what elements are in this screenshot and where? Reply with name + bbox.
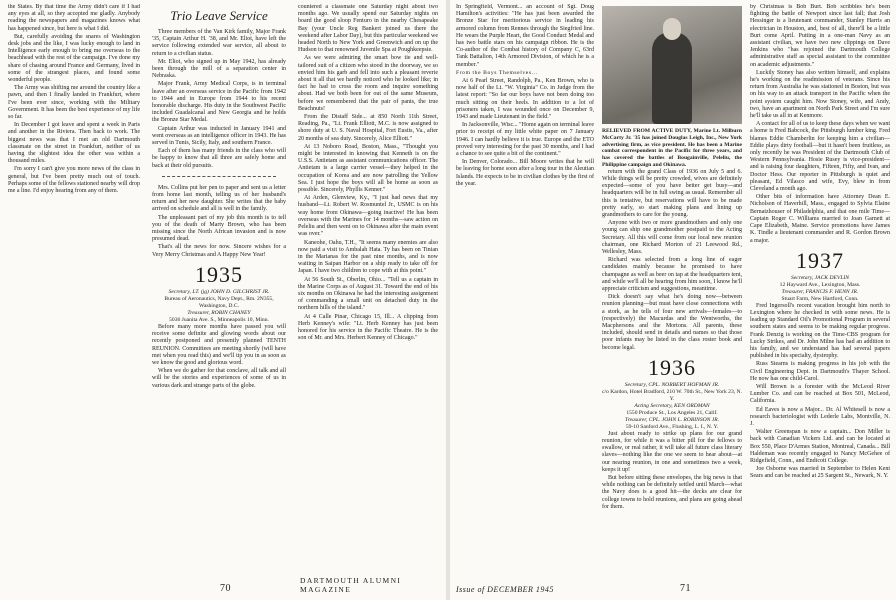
right-column-1	[456, 4, 594, 574]
left-page-number	[220, 583, 231, 594]
section-label: From the Boys Themselves...	[456, 69, 538, 76]
paragraph: At 6 Pearl Street, Randolph, Pa., Ken Brown, who is now half of the Lt. "W. Virginia" Co. in Judge from the latest report: "So far our boys have not been doing too much sitting on their heels. In addition to a lot of prisoners taken, I was wounded once on December 9, 1943 and made Lieutenant in the field."	[456, 78, 594, 121]
paragraph: A contact for all of us to keep these days when we want a home is Fred Babcock, the Pittsburgh lumber king. Fred blames Eddie Chamberlin for keeping him a civilian—Eddie plays dirty football—but it hasn't been fruitless, as only recently he was President of the Dartmouth Club of Western Pennsylvania. Hosie Rusey is vice-president—and is raising four daughters, Fifteen, Fifty, and Ivan, and Doctor Hess. Our reporter in Pittsburgh is quiet and pleasant, Ed Vilasco and wife, Evy, blew in from Cleveland a month ago.	[750, 121, 890, 193]
class-treasurer-address: 59-10 Sanford Ave., Flushing, L. I., N. Y.	[625, 423, 719, 430]
paragraph: Major Frank, Army Medical Corps, is in terminal leave after an overseas service in the Pacific from 1942 to 1944 and in Europe from 1944 to his recent honorable discharge. His duty in the Southwest Pacific included Guadalcanal and New Georgia and he holds the Bronze Star Medal.	[152, 81, 286, 124]
paragraph: When we do gather for that conclave, all talk and all will be the stories and experiences of some of us in various dark and strange parts of the globe.	[152, 368, 286, 389]
right-column-3	[750, 4, 890, 574]
paragraph: The unpleasant part of my job this month is to tell you of the death of Marty Brown, who has been missing since the North African invasion and is now presumed dead.	[152, 214, 286, 243]
paragraph: Richard was selected from a long line of eager candidates mainly because he promised to have champagne as well as beer on tap at the headquarters tent, and while we'll all be hearing from him soon, I know he'll appreciate criticism and suggestions, meantime.	[602, 257, 742, 293]
paragraph: In Denver, Colorado... Bill Moore writes that he will be leaving for home soon after a long tour in the Aleutian Islands. He expects to be in civilian clothes by the first of the year.	[456, 159, 594, 187]
paragraph: But, carefully avoiding the snares of Washington desk jobs and the like, I was lucky enough to land in Intelligence early enough to bring me overseas to the beachhead with the rest of the campaign. I've done my share of chasing around France and Germany, lived in some of the strangest places, and found some wonderful people.	[8, 33, 140, 84]
paragraph: The Army was shifting me around the country like a pawn, and then I finally landed in Frankfurt, where I've been ever since, working with the Military Government. It has been the best experience of my life so far.	[8, 85, 140, 121]
left-column-3	[298, 4, 438, 574]
paragraph: Kaneohe, Oahu, T.H., "It seems many enemies are also now paid a visit to Ambalah Hata. Ty has been on Tinian in the Marianas for the past nine months, and is now waiting in Saipan Harbor on a ship ready to take off for Japan. I have two children to cope with at this point."	[298, 239, 438, 275]
paragraph: Russ Stearns is making progress in his job with the Civil Engineering Dept. in Dartmouth's Thayer School. He now has one child-Carol.	[750, 361, 890, 382]
class-secretary: Secretary, JACK DEVLIN	[790, 274, 850, 281]
left-column-1	[8, 4, 140, 574]
paragraph: Each of them has many friends in the class who will be happy to know that all three are safely home and back at their old pursuits.	[152, 148, 286, 169]
acting-secretary-address: 1550 Produce St., Los Angeles 21, Calif.	[626, 409, 718, 416]
paragraph: Before many more months have passed you will receive some definite and glowing words about our recently postponed and presently planned TENTH REUNION. Committees are meeting shortly (will have met when you read this) and we'll tip you in as soon as we know the good and glorious word.	[152, 323, 286, 366]
paragraph: Joe Osborne was married in September to Helen Kent Sears and can be reached at 25 Sargent St., Newark, N. Y.	[750, 466, 890, 480]
left-col1-text	[8, 4, 140, 195]
issue-date: Issue of DECEMBER 1945	[456, 585, 554, 594]
paragraph: At 4 Calle Pinar, Chicago 15, Ill... A clipping from Herb Kenney's wife: "Lt. Herb Kenney has just been honored for his service in the Pacific Theatre. He is the son of Mr. and Mrs. Herbert Kenney of Chicago."	[298, 313, 438, 342]
article-heading: Trio Leave Service	[170, 8, 268, 23]
paragraph: In Jacksonville, Wisc... "Home again on terminal leave prior to receipt of my little white paper on 7 January 1946. I can hardly believe it is true. Europe and the ETO proved very interesting for the past 30 months, and I had a chance to see quite a bit of the continent."	[456, 122, 594, 158]
paragraph: Walter Greenspan is now a captain... Don Miller is back with Canadian Vickers Ltd. and can be located at Box 550, Place D'Armes Station, Montreal, Canada... Bill Haldeman was recently engaged to Nancy McGehee of Ridgefield, Conn., and Endicott College.	[750, 429, 890, 464]
class-year-heading: 1937	[796, 247, 844, 273]
class-secretary: Secretary, LT. (jg) JOHN D. GILCHRIST JR.	[168, 288, 270, 295]
paragraph: Other bits of information have Attorney Dean E. Nicholson of Haverhill, Mass., engaged to Sylvia Elaine Bernatzhouser of Philadelphia, and that one mile Time—Captain Roger C. Williams married to Joan Garnett at Cape Elizabeth, Maine. Service promotions have James K. Tindle a lieutenant commander and R. Gordon Brown a major.	[750, 194, 890, 244]
paragraph: In December I got leave and spent a week in Paris and another in the Riviera. Then back to work. The biggest news was that I met an old Dartmouth classmate on the street in Frankfurt, neither of us having the slightest idea the other was within a thousand miles.	[8, 122, 140, 165]
paragraph: But before sitting these envelopes, the big news is that while nothing can be definitely settled until March—what the Navy does is a good hit—the decks are clear for college towns to hold reunions, and plans are going ahead for them.	[602, 475, 742, 510]
page-number: 71	[680, 583, 691, 594]
paragraph: Just about ready to strike up plans for our grand reunion, for while it was a bitter pill for the fellows to swallow, or real rather, it will take all future class literary slaves—nothing like the one we seem to hear about—at our nearing reunion, in one and sometimes two a week, keeps it up!	[602, 430, 742, 473]
paragraph: Anyone with two or more grandmothers and only one young can ship one grandmother postpaid to the Acting Secretary. All this will come from our local new reunion chairman, one Richard Morton of 21 Leewood Rd., Wellesley, Mass.	[602, 220, 742, 256]
paragraph: Mr. Eliot, who signed up in May 1942, has already been through the mill of a separation center in Nebraska.	[152, 58, 286, 80]
paragraph: Fred Ingersoll's recent vacation brought him north to Lexington where he checked in with some news. He is leading up Standard Oil's Promotional Program in several southern states and seems to be making regular progress. Frank Denzig is working on the Time-CBS program for Lucky Strikes, and Dr. John Milne has had an addition to his family, and we understand has had several papers published in his specialty, dystrophy.	[750, 302, 890, 360]
class-secretary-address: 12 Hayward Ave., Lexington, Mass.	[779, 281, 861, 288]
section-divider	[162, 176, 276, 177]
paragraph: Luckily Stoney has also written himself, and explains he's working on the readmission of veterans. Since his return from Australia he was stationed in Boston, but was on his way to an attack transport in the Pacific when the point system caught him. Now Stoney, wife, and Andy, two, have an apartment on North Park Street and I'm sure he'll take us all in at Kenmore.	[750, 69, 890, 120]
paragraph: In Springfield, Vermont... an account of Sgt. Doug Hamilton's activities: "He has just been awarded the Bronze Star for meritorious service in leading his armored column from Rennes through the Siegfried line. He wears the Purple Heart, the Good Conduct Medal and has two battle stars on his campaign ribbon. He is the Co-author of the Combat history of Company C, 63rd Tank Battalion, 14th Armored Division, of which he is a member."	[456, 4, 594, 68]
class-year-heading: 1936	[648, 354, 696, 380]
figure-silhouette	[652, 32, 692, 124]
class-treasurer: Treasurer, FRANCIS F. HENN JR.	[781, 288, 859, 295]
left-page	[0, 0, 446, 600]
paragraph: Dick doesn't say what he's doing now—between reunion planning—but must have close connections with a stork, as he tells of four new arrivals—females—to (respectively) the Macurdas and the Wentworths, the Macphersons and the Mortons. All parents, these included, should send in details and names so that those poor infants may be listed in the class roster book and become legal.	[602, 294, 742, 351]
paragraph: Captain Arthur was inducted in January 1941 and went overseas as an intelligence officer in 1943. He has served in Tunis, Sicily, Italy, and southern France.	[152, 125, 286, 147]
right-page	[450, 0, 896, 600]
paragraph: Mrs. Collins put her pen to paper and sent us a letter from home last month, telling us of her husband's return and her new daughter. She writes that the baby arrived on schedule and all is well in the family.	[152, 184, 286, 213]
paragraph: return with the grand Class of 1936 on July 5 and 6. While things will be pretty crowded, wives are definitely expected—some of you have better get busy—and headquarters will be in full swing as usual. Remember all this is tentative, but reservations will have to be made pretty early, so start making plans and lining up grandmothers to care for the young.	[602, 168, 742, 218]
class-year-heading: 1935	[195, 261, 243, 287]
photo-caption: RELIEVED FROM ACTIVE DUTY, Marine Lt. Milburn McCarty Jr. '35 has joined Douglas Leigh, Inc., New York advertising firm, as vice president. He has been a Marine combat correspondent in the Pacific for three years, and has covered the battles of Bougainville, Peleliu, the Philippine campaign and Okinawa.	[602, 128, 742, 168]
paragraph: I'm sorry I can't give you more news of the class in general, but I've been pretty much out of touch. Perhaps some of the fellows stationed nearby will drop me a line. I'd enjoy hearing from any of them.	[8, 166, 140, 195]
paragraph: Ed Eaves is now a Major... Dr. Al Whitesell is now a research bacteriologist with Lederle Labs, Montville, N. J.	[750, 406, 890, 427]
page-number: 70	[220, 583, 231, 594]
paragraph: Three members of the Van Kirk family, Major Frank '35, Captain Arthur H. '38, and Mr. Eliot, have left the service following extended war service, all about to return to a civilian status.	[152, 29, 286, 57]
paragraph: At Arden, Glenview, Ky., "I just had news that my husband—Lt. Robert W. Rosmuntel Jr., USMC is on his way home from Okinawa—going inactive! He has been overseas with the Marines for 14 months—saw action on Peleliu and then went on to Okinawa after the main event was over."	[298, 195, 438, 238]
class-treasurer-address: 5036 Juanita Ave. S., Minneapolis 10, Minn.	[169, 316, 269, 323]
paragraph: the States. By that time the Army didn't care if I had any eyes at all, so they accepted me gladly. Anybody reading the newspapers and magazines knows what has happened since, but here is what I did.	[8, 4, 140, 32]
right-page-number	[680, 583, 691, 594]
class-treasurer: Treasurer, CPL. JOHN L. ROBINSON JR.	[624, 416, 720, 423]
class-secretary-address: Bureau of Aeronautics, Navy Dept., Rm. 2N355, Washington, D.C.	[164, 295, 274, 309]
paragraph: That's all the news for now. Sincere wishes for a Very Merry Christmas and A Happy New Year!	[152, 244, 286, 258]
magazine-title: DARTMOUTH ALUMNI MAGAZINE	[300, 576, 402, 594]
class-treasurer-address: Stuart Farm, New Hartford, Conn.	[781, 295, 859, 302]
class-secretary: Secretary, CPL. NORBERT HOFMAN JR.	[624, 381, 720, 388]
left-column-2	[152, 4, 286, 574]
paragraph: From the Distaff Side... at 850 North 11th Street, Reading, Pa., "Lt. Frank Elliott, M.C. is now assigned to shore duty at U. S. Naval Hospital, Fort Eustis, Va., after 20 months of sea duty. Sincerely, Alice Elliott."	[298, 114, 438, 142]
portrait-photo	[602, 6, 742, 124]
paragraph: by Christmas is Bob Burt. Bob scribbles he's been fighting the battle of Newport since last fall; that Josh Hessinger is a lieutenant commander, Stanley Harris an electrician in Houston, and, best of all, there'll be a little Burt come April. Putting in a one-man Navy as an assistant civilian, we have two new clippings on Dave Jenkins who "has rejoined the Dartmouth College administrative staff as special assistant to the committee on academic adjustments."	[750, 4, 890, 68]
figure-head	[663, 18, 681, 40]
paragraph: countered a classmate one Saturday night about two months ago. We usually spend our Saturday nights on board the good sloop Fenturo in the nearby Chesapeake Bay (your Uncle Reg Bankert joined us there the weekend after Labor Day), but this particular weekend we headed North to New York and Greenwich and on up the Hudson to that renowned Juvenile Spa at Poughkeepsie.	[298, 4, 438, 54]
paragraph: Will Brown is a forester with the McLeod River Lumber Co. and can be reached at Box 501, McLeod, California.	[750, 383, 890, 405]
right-column-2	[602, 4, 742, 574]
paragraph: At 13 Noboro Road, Boston, Mass., "Thought you might be interested in knowing that Kenneth is on the U.S.S. Antietam as assistant communications officer. The Antietam is a large carrier vessel—they helped in the occupation of Korea and are now patrolling the Yellow Sea. I just hope the boys will all be home as soon as possible. Sincerely, Phyllis Kenner."	[298, 143, 438, 194]
paragraph: As we were admiring the smart bow tie and well-tailored suit of a citizen who stood in the doorway, we so envied him his garb and fell into such a pleasant reverie about it all that we hardly noticed who he looked like; in fact he had to cross the room and inquire something about. Had we both been for out of the same Museum, before we remembered that the pair of pants, the true Beachnuts!	[298, 55, 438, 112]
class-treasurer: Treasurer, ROBIN CHANEY	[187, 309, 251, 316]
paragraph: At 56 South St., Oberlin, Ohio... "Tell us a captain in the Marine Corps as of August 31. Toward the end of his six months on Okinawa he had the interesting assignment of commanding a small unit on detached duty in the northern hills of the island."	[298, 276, 438, 312]
acting-secretary: Acting Secretary, KEN ORDMAN	[634, 402, 710, 409]
class-secretary-address: c/o Kardon, Hotel Bradford, 210 W. 70th St., New York 23, N. Y.	[602, 388, 742, 402]
